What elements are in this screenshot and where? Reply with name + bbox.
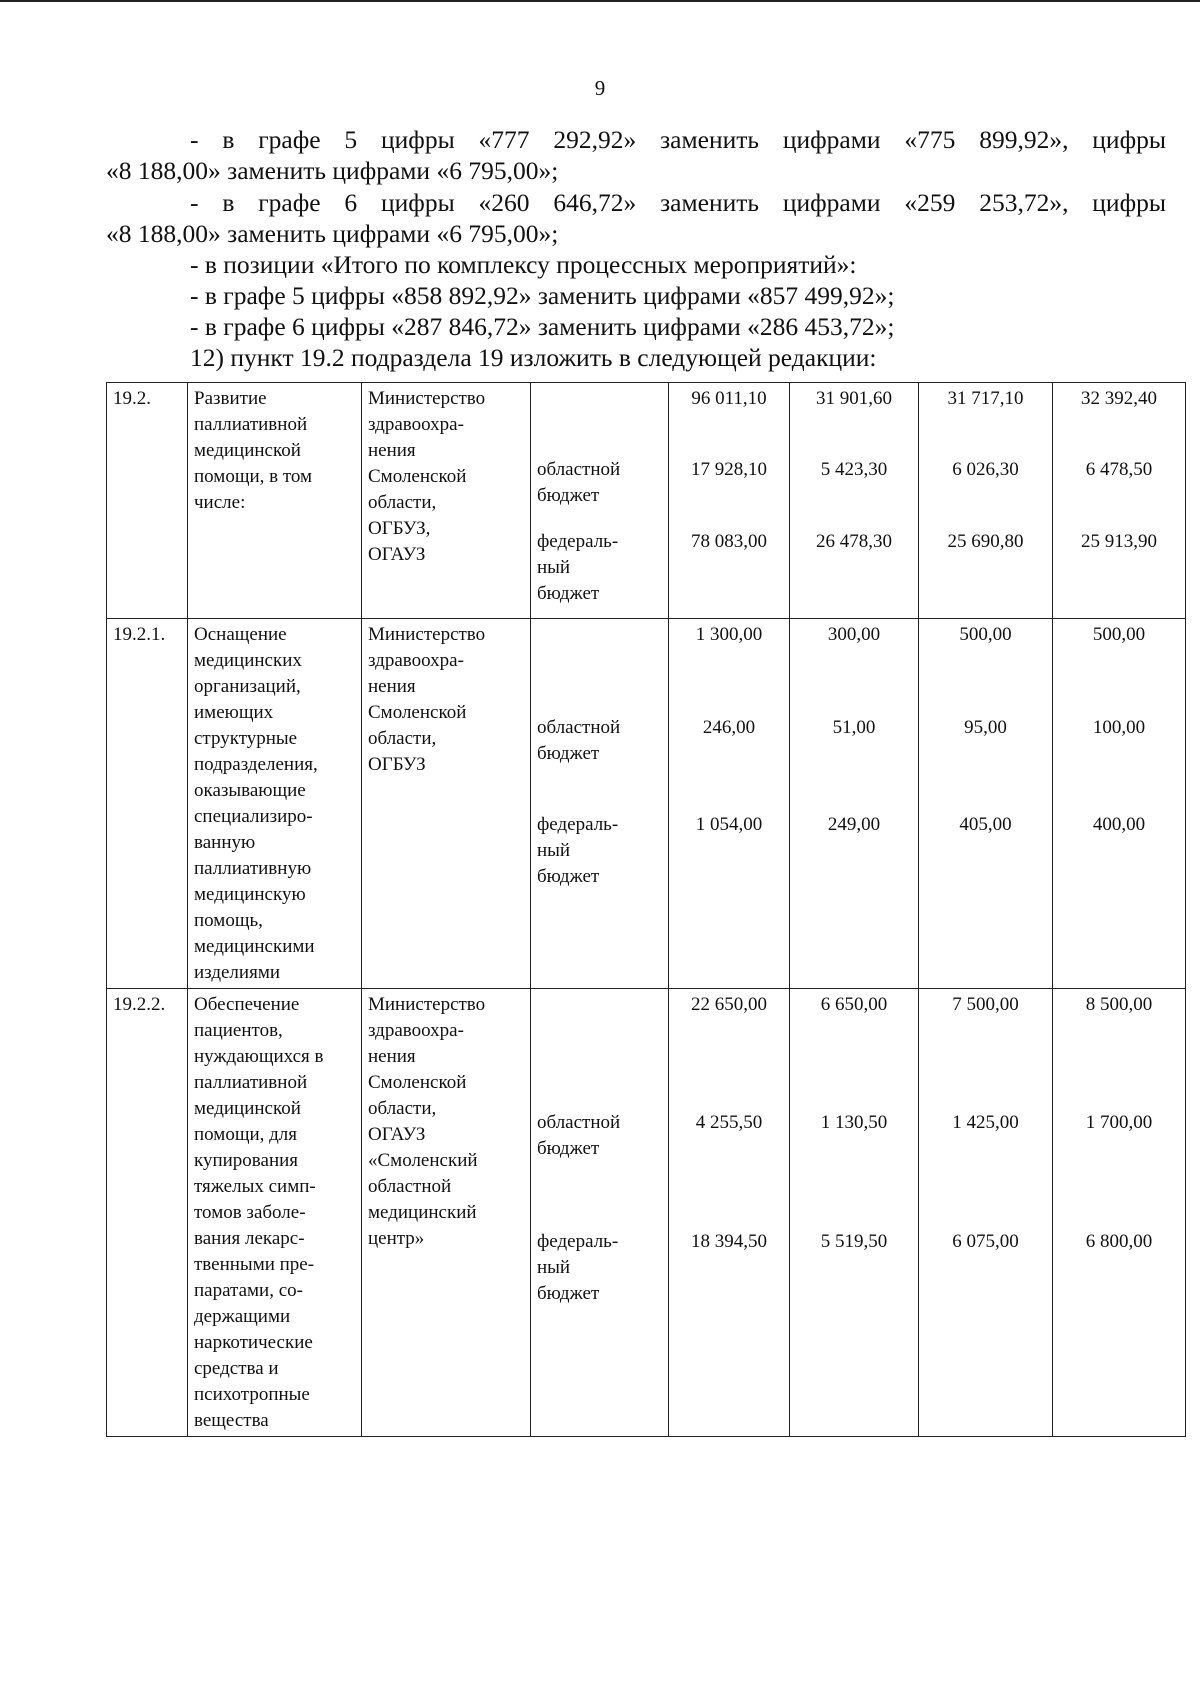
amount-value: 5 423,30 — [820, 459, 888, 480]
amount-value: 31 901,60 — [816, 388, 892, 409]
item-number: 19.2.1. — [107, 619, 188, 989]
amount-value: 100,00 — [1092, 717, 1146, 738]
amount-value: 500,00 — [1092, 624, 1146, 645]
funding-source: федераль- ный бюджет — [537, 531, 619, 604]
amount-value: 1 054,00 — [695, 814, 763, 835]
item-name: Оснащение медицинских организаций, имеющих структурные подразделения, оказывающие специализиро- ванную паллиативную медицинскую помощь, медицинскими изделиями — [188, 619, 362, 989]
amount-year-3 — [1053, 989, 1186, 1437]
amount-value: 400,00 — [1092, 814, 1146, 835]
funding-source: областной бюджет — [537, 717, 621, 764]
funding-sources — [531, 619, 669, 989]
amount-year-2 — [919, 383, 1053, 619]
amount-value: 1 425,00 — [952, 1112, 1019, 1133]
amount-value: 1 130,50 — [820, 1112, 888, 1133]
funding-source: федераль- ный бюджет — [537, 1231, 619, 1304]
paragraph-line: - в графе 6 цифры «287 846,72» заменить цифрами «286 453,72»; — [190, 312, 895, 341]
amount-year-1 — [790, 989, 919, 1437]
amount-year-2 — [919, 989, 1053, 1437]
funding-source: областной бюджет — [537, 459, 621, 506]
amount-value: 26 478,30 — [816, 531, 892, 552]
page-number: 9 — [594, 76, 606, 100]
table-row — [107, 383, 1186, 619]
amount-value: 249,00 — [827, 814, 881, 835]
amount-value: 6 478,50 — [1085, 459, 1153, 480]
amount-value: 4 255,50 — [695, 1112, 763, 1133]
funding-source: областной бюджет — [537, 1112, 621, 1159]
amount-value: 5 519,50 — [820, 1231, 888, 1252]
amount-value: 7 500,00 — [952, 994, 1019, 1015]
amount-value: 95,00 — [964, 717, 1007, 738]
amount-value: 78 083,00 — [691, 531, 767, 552]
amount-value: 500,00 — [959, 624, 1012, 645]
amount-value: 6 075,00 — [952, 1231, 1019, 1252]
amount-year-1 — [790, 383, 919, 619]
amount-value: 6 026,30 — [952, 459, 1019, 480]
item-number: 19.2.2. — [107, 989, 188, 1437]
amount-value: 1 300,00 — [695, 624, 763, 645]
table-row — [107, 989, 1186, 1437]
paragraph-line: - в графе 5 цифры «858 892,92» заменить цифрами «857 499,92»; — [190, 281, 895, 310]
amount-total — [669, 383, 790, 619]
item-number: 19.2. — [107, 383, 188, 619]
amount-year-3 — [1053, 619, 1186, 989]
amount-total — [669, 989, 790, 1437]
amount-value: 8 500,00 — [1085, 994, 1153, 1015]
amount-year-1 — [790, 619, 919, 989]
amount-value: 246,00 — [702, 717, 756, 738]
amount-value: 51,00 — [832, 717, 876, 738]
program-table — [106, 382, 1186, 1437]
amount-value: 31 717,10 — [947, 388, 1024, 409]
amount-value: 32 392,40 — [1081, 388, 1157, 409]
paragraph-line: - в графе 6 цифры «260 646,72» заменить цифрами «259 253,72», цифры — [190, 188, 1166, 217]
item-name: Развитие паллиативной медицинской помощи, в том числе: — [188, 383, 362, 619]
paragraph-line: 12) пункт 19.2 подраздела 19 изложить в следующей редакции: — [190, 343, 877, 372]
amount-year-3 — [1053, 383, 1186, 619]
amount-value: 405,00 — [959, 814, 1012, 835]
paragraph-line: - в графе 5 цифры «777 292,92» заменить цифрами «775 899,92», цифры — [190, 125, 1166, 154]
funding-sources — [531, 989, 669, 1437]
item-executor: Министерство здравоохра- нения Смоленской области, ОГБУЗ — [362, 619, 531, 989]
item-name: Обеспечение пациентов, нуждающихся в паллиативной медицинской помощи, для купирования тяжелых симп- томов заболе- вания лекарс- твенными пре- паратами, со- держащими наркотические средства и психотропные вещества — [188, 989, 362, 1437]
amount-year-2 — [919, 619, 1053, 989]
top-border-line — [0, 0, 1200, 2]
amount-value: 300,00 — [827, 624, 881, 645]
amount-value: 96 011,10 — [691, 388, 767, 409]
item-executor: Министерство здравоохра- нения Смоленской области, ОГАУЗ «Смоленский областной медицинский центр» — [362, 989, 531, 1437]
paragraph-line: - в позиции «Итого по комплексу процессных мероприятий»: — [190, 250, 857, 279]
amount-value: 1 700,00 — [1085, 1112, 1153, 1133]
amount-total — [669, 619, 790, 989]
funding-sources — [531, 383, 669, 619]
amount-value: 6 650,00 — [820, 994, 888, 1015]
paragraph-line: «8 188,00» заменить цифрами «6 795,00»; — [106, 219, 559, 248]
paragraph-line: «8 188,00» заменить цифрами «6 795,00»; — [106, 156, 559, 185]
amount-value: 22 650,00 — [691, 994, 767, 1015]
table-row — [107, 619, 1186, 989]
funding-source: федераль- ный бюджет — [537, 814, 619, 887]
amount-value: 25 690,80 — [947, 531, 1024, 552]
item-executor: Министерство здравоохра- нения Смоленской области, ОГБУЗ, ОГАУЗ — [362, 383, 531, 619]
amount-value: 17 928,10 — [691, 459, 767, 480]
amount-value: 6 800,00 — [1085, 1231, 1153, 1252]
amount-value: 25 913,90 — [1081, 531, 1157, 552]
amount-value: 18 394,50 — [691, 1231, 767, 1252]
